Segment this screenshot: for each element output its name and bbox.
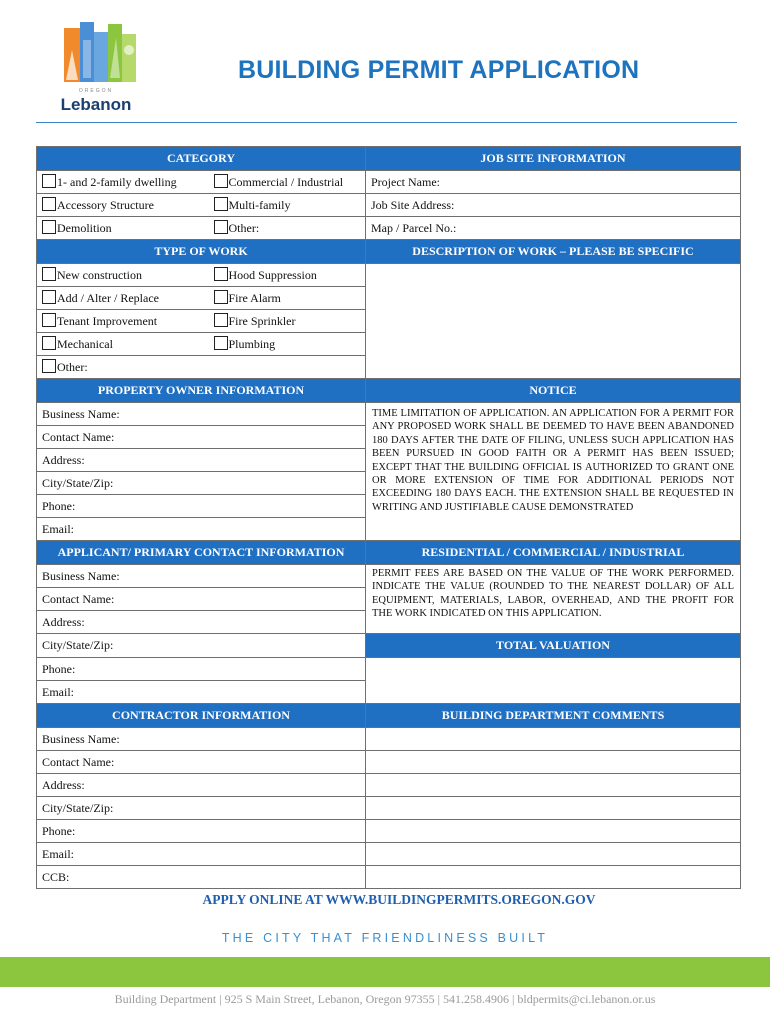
owner-business-name-field[interactable]: Business Name: xyxy=(37,403,366,426)
applicant-contact-name-field[interactable]: Contact Name: xyxy=(37,588,366,611)
category-option-commercial[interactable]: Commercial / Industrial xyxy=(209,171,366,194)
owner-header: PROPERTY OWNER INFORMATION xyxy=(37,379,366,403)
checkbox[interactable] xyxy=(42,359,56,373)
type-of-work-header: TYPE OF WORK xyxy=(37,240,366,264)
contractor-header: CONTRACTOR INFORMATION xyxy=(37,704,366,728)
owner-phone-field[interactable]: Phone: xyxy=(37,495,366,518)
work-option-tenant-improvement[interactable]: Tenant Improvement xyxy=(37,310,209,333)
checkbox[interactable] xyxy=(214,174,228,188)
category-option-demolition[interactable]: Demolition xyxy=(37,217,209,240)
page-title: BUILDING PERMIT APPLICATION xyxy=(238,56,640,84)
residential-header: RESIDENTIAL / COMMERCIAL / INDUSTRIAL xyxy=(366,541,741,565)
comments-line[interactable] xyxy=(366,797,741,820)
comments-line[interactable] xyxy=(366,728,741,751)
description-textarea[interactable] xyxy=(366,264,741,379)
applicant-business-name-field[interactable]: Business Name: xyxy=(37,565,366,588)
checkbox[interactable] xyxy=(42,174,56,188)
applicant-address-field[interactable]: Address: xyxy=(37,611,366,634)
residential-text: PERMIT FEES ARE BASED ON THE VALUE OF THE WORK PERFORMED. INDICATE THE VALUE (ROUNDED TO THE NEAREST DOLLAR) OF ALL EQUIPMENT, MATERIALS, LABOR, OVERHEAD, AND THE PROFIT FOR THE WORK INDICATED ON THIS APPLICATION. xyxy=(366,565,741,634)
work-option-mechanical[interactable]: Mechanical xyxy=(37,333,209,356)
apply-online-link[interactable]: APPLY ONLINE AT WWW.BUILDINGPERMITS.OREGON.GOV xyxy=(202,892,596,907)
comments-line[interactable] xyxy=(366,866,741,889)
title-divider xyxy=(36,122,737,123)
applicant-phone-field[interactable]: Phone: xyxy=(37,658,366,681)
checkbox[interactable] xyxy=(42,313,56,327)
notice-text: TIME LIMITATION OF APPLICATION. AN APPLICATION FOR A PERMIT FOR ANY PROPOSED WORK SHALL BE DEEMED TO HAVE BEEN ABANDONED 180 DAYS AFTER THE DATE OF FILING, UNLESS SUCH APPLICATION HAS BEEN PURSUED IN GOOD FAITH OR A PERMIT HAS BEEN ISSUED; EXCEPT THAT THE BUILDING OFFICIAL IS AUTHORIZED TO GRANT ONE OR MORE EXTENSION OF TIME FOR ADDITIONAL PERIODS NOT EXCEEDING 180 DAYS EACH. THE EXTENSION SHALL BE REQUESTED IN WRITING AND JUSTIFIABLE CAUSE DEMONSTRATED xyxy=(366,403,741,541)
project-name-field[interactable]: Project Name: xyxy=(366,171,741,194)
owner-city-state-zip-field[interactable]: City/State/Zip: xyxy=(37,472,366,495)
work-option-hood-suppression[interactable]: Hood Suppression xyxy=(209,264,366,287)
applicant-city-state-zip-field[interactable]: City/State/Zip: xyxy=(37,634,366,658)
category-header: CATEGORY xyxy=(37,147,366,171)
contractor-contact-name-field[interactable]: Contact Name: xyxy=(37,751,366,774)
green-footer-bar xyxy=(0,957,770,987)
contractor-phone-field[interactable]: Phone: xyxy=(37,820,366,843)
work-option-fire-sprinkler[interactable]: Fire Sprinkler xyxy=(209,310,366,333)
checkbox[interactable] xyxy=(214,220,228,234)
owner-address-field[interactable]: Address: xyxy=(37,449,366,472)
city-logo xyxy=(58,20,148,120)
total-valuation-header: TOTAL VALUATION xyxy=(366,634,741,658)
work-option-plumbing[interactable]: Plumbing xyxy=(209,333,366,356)
owner-contact-name-field[interactable]: Contact Name: xyxy=(37,426,366,449)
logo-text: Lebanon xyxy=(60,95,132,114)
checkbox[interactable] xyxy=(214,267,228,281)
work-option-fire-alarm[interactable]: Fire Alarm xyxy=(209,287,366,310)
category-option-1-2-family[interactable]: 1- and 2-family dwelling xyxy=(37,171,209,194)
checkbox[interactable] xyxy=(214,336,228,350)
checkbox[interactable] xyxy=(42,290,56,304)
checkbox[interactable] xyxy=(214,197,228,211)
work-option-new-construction[interactable]: New construction xyxy=(37,264,209,287)
comments-line[interactable] xyxy=(366,751,741,774)
category-option-other[interactable]: Other: xyxy=(209,217,366,240)
applicant-header: APPLICANT/ PRIMARY CONTACT INFORMATION xyxy=(37,541,366,565)
applicant-email-field[interactable]: Email: xyxy=(37,681,366,704)
work-option-other[interactable]: Other: xyxy=(37,356,366,379)
checkbox[interactable] xyxy=(42,336,56,350)
notice-header: NOTICE xyxy=(366,379,741,403)
city-tagline: THE CITY THAT FRIENDLINESS BUILT xyxy=(221,931,549,945)
contractor-email-field[interactable]: Email: xyxy=(37,843,366,866)
description-header: DESCRIPTION OF WORK – PLEASE BE SPECIFIC xyxy=(366,240,741,264)
comments-line[interactable] xyxy=(366,820,741,843)
comments-line[interactable] xyxy=(366,774,741,797)
contractor-business-name-field[interactable]: Business Name: xyxy=(37,728,366,751)
total-valuation-field[interactable] xyxy=(366,658,741,704)
comments-line[interactable] xyxy=(366,843,741,866)
checkbox[interactable] xyxy=(42,267,56,281)
checkbox[interactable] xyxy=(214,290,228,304)
contractor-ccb-field[interactable]: CCB: xyxy=(37,866,366,889)
contractor-city-state-zip-field[interactable]: City/State/Zip: xyxy=(37,797,366,820)
contractor-address-field[interactable]: Address: xyxy=(37,774,366,797)
comments-header: BUILDING DEPARTMENT COMMENTS xyxy=(366,704,741,728)
permit-form xyxy=(36,146,741,889)
footer-contact: Building Department | 925 S Main Street, Lebanon, Oregon 97355 | 541.258.4906 | bldpermits@ci.lebanon.or.us xyxy=(114,992,656,1006)
job-site-header: JOB SITE INFORMATION xyxy=(366,147,741,171)
checkbox[interactable] xyxy=(42,220,56,234)
category-option-accessory[interactable]: Accessory Structure xyxy=(37,194,209,217)
checkbox[interactable] xyxy=(42,197,56,211)
map-parcel-field[interactable]: Map / Parcel No.: xyxy=(366,217,741,240)
category-option-multi-family[interactable]: Multi-family xyxy=(209,194,366,217)
logo-small-text: OREGON xyxy=(78,88,114,94)
work-option-add-alter[interactable]: Add / Alter / Replace xyxy=(37,287,209,310)
checkbox[interactable] xyxy=(214,313,228,327)
owner-email-field[interactable]: Email: xyxy=(37,518,366,541)
job-site-address-field[interactable]: Job Site Address: xyxy=(366,194,741,217)
